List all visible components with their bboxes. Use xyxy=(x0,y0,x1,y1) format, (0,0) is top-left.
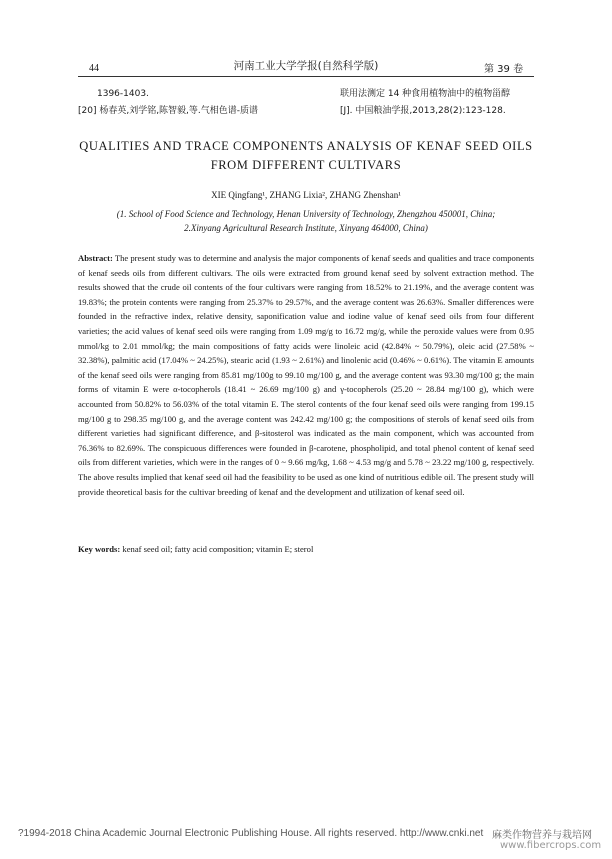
journal-title: 河南工业大学学报(自然科学版) xyxy=(233,60,379,72)
title-line-1: QUALITIES AND TRACE COMPONENTS ANALYSIS OF KENAF SEED OILS xyxy=(79,139,533,153)
paper-title xyxy=(78,137,534,175)
abstract xyxy=(78,251,534,499)
footer-watermark-url: www.fibercrops.com xyxy=(500,840,602,851)
affiliation-line-1: (1. School of Food Science and Technology, Henan University of Technology, Zhengzhou 450001, China; xyxy=(116,209,496,219)
abstract-text: The present study was to determine and analysis the major components of kenaf seeds and qualities and trace components of kenaf seeds oils from different cultivars. The oils were extracted from ground kenaf seed by solvent extraction method. The results showed that the crude oil contents of the four cultivars were ranging from 18.52% to 21.19%, and the average content was 19.83%; the protein contents were ranging from 25.37% to 29.57%, and the average content was 26.63%. Smaller differences were founded in the refractive index, relative density, saponification value and iodine value of kenaf seed oils from four different varieties; the acid values of kenaf seed oils were ranging from 1.09 mg/g to 16.72 mg/g, while the peroxide values were from 0.95 mmol/kg to 2.01 mmol/kg; the main compositions of fatty acids were linoleic acid (42.84% ~ 50.79%), oleic acid (27.58% ~ 32.38%), palmitic acid (17.04% ~ 24.25%), stearic acid (1.93 ~ 2.61%) and linolenic acid (0.46% ~ 0.61%). The vitamin E amounts of the kenaf seed oils were ranging from 85.81 mg/100g to 99.10 mg/100 g, and the average content was 93.30 mg/100 g; the main forms of vitamin E were α-tocopherols (18.41 ~ 26.69 mg/100 g) and γ-tocopherols (25.20 ~ 28.84 mg/100 g), which were accounted from 50.82% to 56.03% of the total vitamin E. The sterol contents of the four kenaf seed oils were ranging from 199.15 mg/100 g to 298.35 mg/100 g, and the average content was 242.42 mg/100 g; the compositions of sterols of kenaf seed oils from different varieties had significant difference, and β-sitosterol was indicated as the main component, which was accounted from 76.36% to 82.69%. The conspicuous differences were founded in β-carotene, phospholipid, and total phenol content of kenaf seed oils from different varieties, which were in the ranges of 0 ~ 9.66 mg/kg, 1.68 ~ 4.53 mg/g and 5.78 ~ 23.22 mg/100 g, respectively. The above results implied that kenaf seed oil had the feasibility to be used as one kind of nutritious edible oil. The present study will provide theoretical basis for the cultivar breeding of kenaf and the development and utilization of kenaf seed oil. xyxy=(78,253,534,497)
affiliation-line-2: 2.Xinyang Agricultural Research Institute, Xinyang 464000, China) xyxy=(184,223,428,233)
reference-continued-pages: 1396-1403. xyxy=(97,89,149,99)
header-rule xyxy=(78,76,534,77)
keywords-text: kenaf seed oil; fatty acid composition; vitamin E; sterol xyxy=(122,544,314,554)
reference-right-line-2: [J]. 中国粮油学报,2013,28(2):123-128. xyxy=(340,106,506,116)
page-number: 44 xyxy=(89,63,99,74)
abstract-label: Abstract: xyxy=(78,253,113,263)
keywords-label: Key words: xyxy=(78,544,121,554)
title-line-2: FROM DIFFERENT CULTIVARS xyxy=(210,158,402,172)
footer-copyright: ?1994-2018 China Academic Journal Electronic Publishing House. All rights reserved. http://www.cnki.net xyxy=(18,828,484,839)
reference-right-line-1: 联用法测定 14 种食用植物油中的植物甾醇 xyxy=(340,89,511,99)
keywords xyxy=(78,544,534,554)
references-left-column xyxy=(78,86,303,120)
footer-watermark: 麻类作物营养与栽培网 xyxy=(492,830,592,841)
affiliations xyxy=(78,207,534,235)
references-right-column xyxy=(340,86,540,120)
authors: XIE Qingfang¹, ZHANG Lixia², ZHANG Zhenshan¹ xyxy=(211,190,401,200)
reference-20: [20] 杨春英,刘学铭,陈智毅,等.气相色谱-质谱 xyxy=(78,106,259,116)
volume-label: 第 39 卷 xyxy=(484,64,524,75)
